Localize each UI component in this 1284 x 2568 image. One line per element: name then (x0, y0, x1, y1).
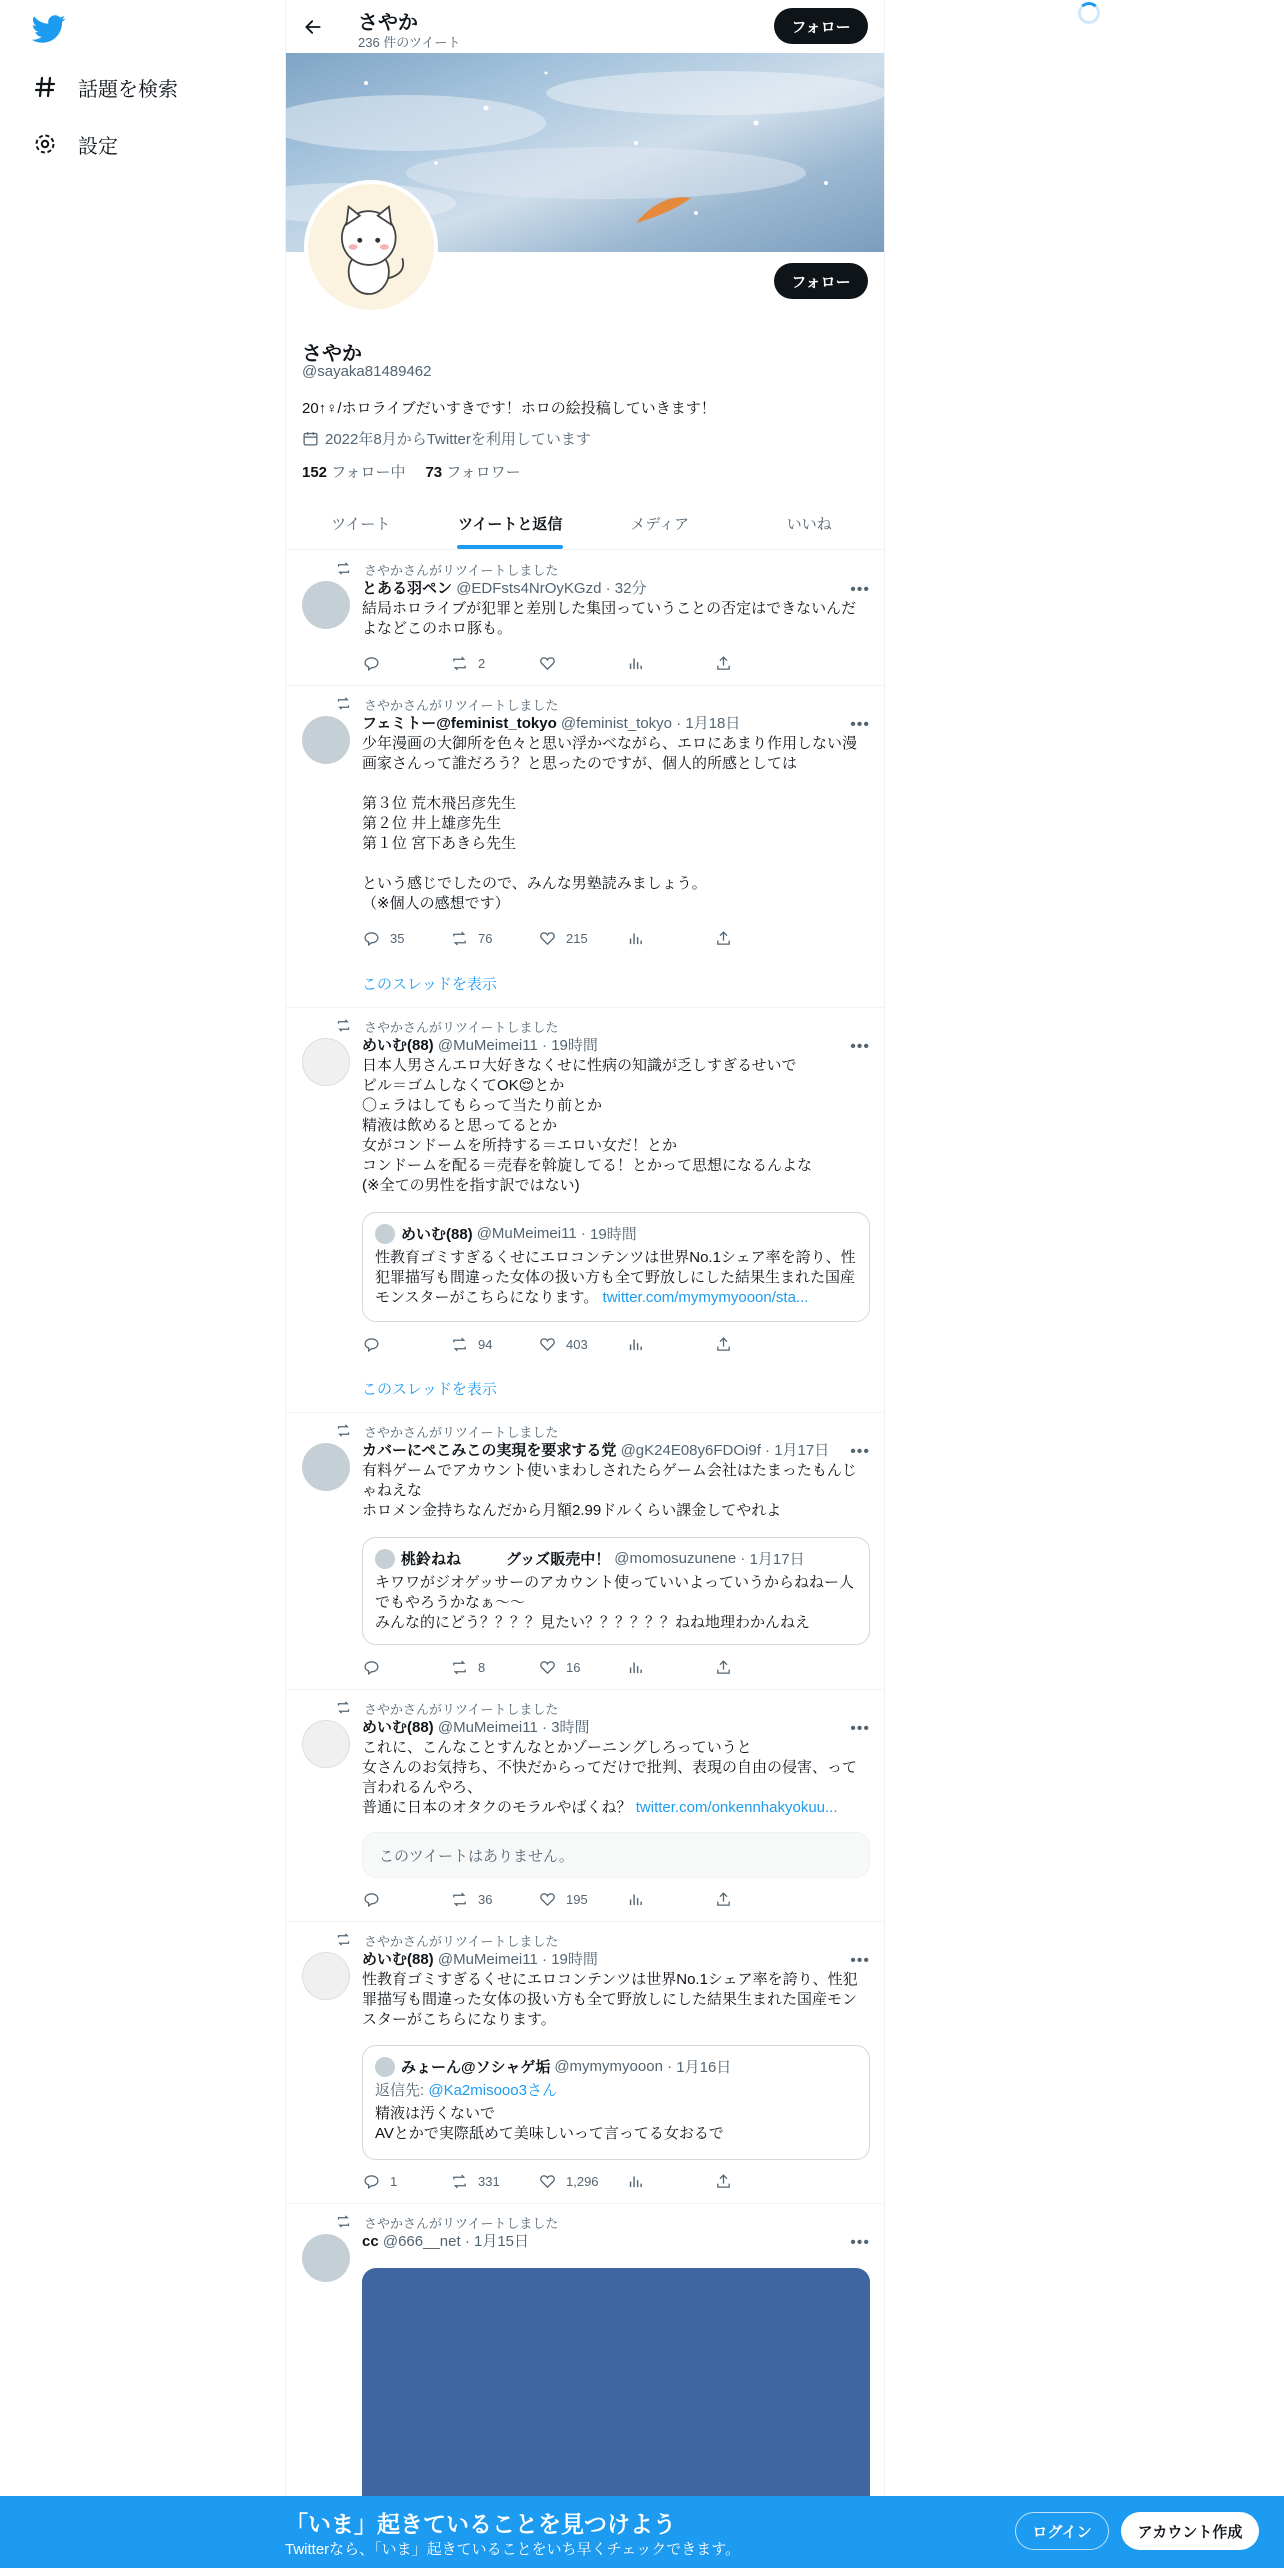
analytics-button[interactable] (626, 1890, 714, 1908)
retweet-count: 331 (478, 2173, 500, 2189)
retweet-button[interactable] (450, 654, 538, 672)
tweet-author-handle[interactable]: @MuMeimei11 (437, 1951, 538, 1968)
show-thread-link[interactable]: このスレッドを表示 (362, 1381, 497, 1398)
analytics-button[interactable] (626, 1658, 714, 1676)
retweet-context (336, 1931, 558, 1950)
quoted-tweet-header: 桃鈴ねね グッズ販売中！ @momosuzunene · 1月17日 (375, 1548, 857, 1569)
analytics-icon (626, 1658, 644, 1676)
profile-follow-button[interactable]: フォロー (774, 263, 868, 299)
header-tweet-count: 236 件のツイート (358, 35, 461, 50)
retweet-button[interactable] (450, 929, 538, 947)
retweet-icon (450, 1890, 468, 1908)
tweet[interactable] (286, 1690, 884, 1922)
profile-avatar[interactable] (304, 180, 438, 314)
profile-handle: @sayaka81489462 (302, 363, 432, 380)
tweet-header: とある羽ペン @EDFsts4NrOyKGzd · 32分 (362, 580, 647, 597)
quoted-author-name: めいむ(88) (401, 1226, 473, 1243)
tweet-link[interactable]: twitter.com/onkennhakyokuu... (635, 1799, 838, 1816)
tweet-actions (362, 1658, 802, 1676)
reply-count: 1 (390, 2173, 398, 2189)
following-count: 152 (302, 464, 328, 481)
avatar[interactable] (302, 2234, 350, 2282)
reply-button[interactable] (362, 929, 450, 947)
share-icon (714, 1658, 732, 1676)
profile-timeline (285, 0, 885, 2500)
analytics-icon (626, 1890, 644, 1908)
tab-likes[interactable]: いいね (786, 515, 832, 533)
retweet-icon (450, 2172, 468, 2190)
quoted-tweet[interactable] (362, 1212, 870, 1322)
tweet-text: 結局ホロライブが犯罪と差別した集団っていうことの否定はできないんだよなどこのホロ豚も。 (362, 600, 857, 637)
quoted-tweet-header: みょーん@ソシャゲ垢 @mymymyooon · 1月16日 (375, 2056, 857, 2077)
like-button[interactable] (538, 2172, 626, 2190)
loading-spinner-icon (1078, 2, 1100, 24)
tweet-time[interactable]: 1月18日 (685, 715, 741, 732)
retweet-context (336, 695, 558, 714)
back-arrow-icon[interactable] (298, 12, 328, 42)
quoted-author-name: 桃鈴ねね グッズ販売中！ (401, 1551, 611, 1568)
tweet-author-handle[interactable]: @feminist_tokyo (560, 715, 673, 732)
retweet-icon (336, 696, 352, 714)
tweet-actions (362, 654, 802, 672)
tweet-header: フェミトー@feminist_tokyo @feminist_tokyo · 1月18日 (362, 715, 741, 732)
reply-button[interactable] (362, 1890, 450, 1908)
avatar[interactable] (302, 1443, 350, 1491)
followers-link[interactable] (425, 461, 520, 482)
tweet-body (362, 1718, 870, 1818)
nav-explore[interactable] (32, 67, 178, 107)
avatar[interactable] (302, 1952, 350, 2000)
tweet-time[interactable]: 1月17日 (774, 1442, 830, 1459)
share-button[interactable] (714, 1658, 802, 1676)
signup-button[interactable]: アカウント作成 (1121, 2512, 1259, 2550)
gear-icon (32, 131, 58, 157)
tweet-body (362, 714, 870, 914)
analytics-icon (626, 1335, 644, 1353)
share-button[interactable] (714, 929, 802, 947)
retweet-context (336, 1017, 558, 1036)
tweet[interactable] (286, 1008, 884, 1413)
tweet-time[interactable]: 1月15日 (474, 2233, 530, 2250)
heart-icon (538, 1335, 556, 1353)
hashtag-icon (32, 74, 58, 100)
retweet-count: 76 (478, 930, 493, 946)
signup-banner-subtitle: Twitterなら、「いま」起きていることをいち早くチェックできます。 (285, 2541, 741, 2558)
reply-icon (362, 2172, 380, 2190)
share-icon (714, 2172, 732, 2190)
more-options-icon[interactable]: ••• (850, 1952, 870, 1969)
like-button[interactable] (538, 1335, 626, 1353)
retweet-count: 8 (478, 1659, 486, 1675)
tweet-actions (362, 1335, 802, 1353)
reply-count: 35 (390, 930, 405, 946)
tweet-author-handle[interactable]: @MuMeimei11 (437, 1037, 538, 1054)
quoted-text (375, 1248, 857, 1308)
nav-settings[interactable] (32, 124, 118, 164)
tweet-actions (362, 929, 802, 947)
quoted-time: 1月17日 (749, 1551, 805, 1568)
quoted-reply-handle[interactable]: @Ka2misooo3さん (428, 2082, 557, 2099)
tweet-author-name[interactable]: フェミトー@feminist_tokyo (362, 715, 557, 732)
quoted-avatar (375, 2057, 395, 2077)
profile-name: さやか (302, 343, 362, 365)
twitter-bird-icon[interactable] (32, 12, 66, 46)
followers-label: フォロワー (446, 464, 521, 481)
header-follow-button[interactable]: フォロー (774, 8, 868, 44)
retweet-context (336, 1699, 558, 1718)
quoted-text-body: 性教育ゴミすぎるくせにエロコンテンツは世界No.1シェア率を誇り、性犯罪描写も間違った女体の扱い方も全て野放しにした結果生まれた国産モンスターがこちらになります。 (375, 1249, 856, 1306)
tweet-body (362, 579, 870, 639)
retweet-count: 94 (478, 1336, 493, 1352)
nav-settings-label: 設定 (78, 135, 118, 158)
analytics-icon (626, 2172, 644, 2190)
analytics-button[interactable] (626, 2172, 714, 2190)
quoted-time: 19時間 (590, 1226, 637, 1243)
profile-bio: 20↑♀/ホロライブだいすきです！ホロの絵投稿していきます！ (302, 400, 716, 417)
quoted-text: キワワがジオゲッサーのアカウント使っていいよっていうからねねー人でもやろうかなぁ～～ みんな的にどう？？？？見たい？？？？？？ねね地理わかんねえ (375, 1574, 854, 1631)
retweet-context-label: さやかさんがリツイートしました (364, 698, 559, 713)
like-button[interactable] (538, 1658, 626, 1676)
retweet-context-label: さやかさんがリツイートしました (364, 1425, 559, 1440)
quoted-reply-to (375, 2079, 857, 2100)
profile-joined (302, 428, 591, 449)
tweet-author-name[interactable]: カバーにぺこみこの実現を要求する党 (362, 1442, 617, 1459)
avatar[interactable] (302, 1038, 350, 1086)
retweet-count: 2 (478, 655, 486, 671)
quoted-author-handle: @MuMeimei11 (476, 1225, 577, 1242)
reply-icon (362, 1890, 380, 1908)
retweet-count: 36 (478, 1891, 493, 1907)
tweet-author-handle[interactable]: @EDFsts4NrOyKGzd (456, 580, 602, 597)
retweet-button[interactable] (450, 1890, 538, 1908)
like-button[interactable] (538, 929, 626, 947)
reply-button[interactable] (362, 2172, 450, 2190)
retweet-button[interactable] (450, 1658, 538, 1676)
signup-banner (0, 2496, 1284, 2568)
like-count: 403 (566, 1336, 588, 1352)
quoted-time: 1月16日 (676, 2059, 732, 2076)
profile-tabs (286, 497, 884, 550)
tweet-header: めいむ(88) @MuMeimei11 · 19時間 (362, 1951, 598, 1968)
retweet-icon (450, 654, 468, 672)
more-options-icon[interactable]: ••• (850, 581, 870, 598)
tweet-time[interactable]: 19時間 (551, 1951, 598, 1968)
heart-icon (538, 654, 556, 672)
tweet[interactable] (286, 2204, 884, 2500)
more-options-icon[interactable]: ••• (850, 1038, 870, 1055)
quoted-tweet[interactable] (362, 2045, 870, 2160)
more-options-icon[interactable]: ••• (850, 716, 870, 733)
tweet-author-handle[interactable]: @MuMeimei11 (437, 1719, 538, 1736)
tweet-actions (362, 2172, 802, 2190)
retweet-icon (336, 1423, 352, 1441)
quoted-reply-prefix: 返信先: (375, 2082, 425, 2099)
show-thread-link[interactable]: このスレッドを表示 (362, 976, 497, 993)
quoted-avatar (375, 1224, 395, 1244)
share-icon (714, 654, 732, 672)
signup-banner-title: 「いま」起きていることを見つけよう (285, 2511, 676, 2537)
nav-explore-label: 話題を検索 (78, 78, 178, 101)
avatar[interactable] (302, 716, 350, 764)
more-options-icon[interactable]: ••• (850, 2234, 870, 2251)
analytics-button[interactable] (626, 654, 714, 672)
retweet-context (336, 1422, 558, 1441)
heart-icon (538, 1658, 556, 1676)
tweet-author-name[interactable]: めいむ(88) (362, 1037, 434, 1054)
tweet[interactable] (286, 551, 884, 686)
quoted-author-name: みょーん@ソシャゲ垢 (401, 2059, 551, 2076)
analytics-icon (626, 654, 644, 672)
quoted-tweet-header: めいむ(88) @MuMeimei11 · 19時間 (375, 1223, 857, 1244)
heart-icon (538, 1890, 556, 1908)
quoted-link[interactable]: twitter.com/mymymyooon/sta... (602, 1289, 809, 1306)
tweet-text: 日本人男さんエロ大好きなくせに性病の知識が乏しすぎるせいで ピル＝ゴムしなくてOK😌とか 〇ェラはしてもらって当たり前とか 精液は飲めると思ってるとか 女がコンドームを所持する＝エロい女だ！とか コンドームを配る＝売春を斡旋してる！とかって思想になるんよな (※全ての男性を指す訳ではない) (362, 1057, 813, 1194)
tweet-author-name[interactable]: cc (362, 2233, 379, 2250)
calendar-icon (302, 430, 319, 447)
tweet-header: カバーにぺこみこの実現を要求する党 @gK24E08y6FDOi9f · 1月17日 (362, 1442, 830, 1459)
tweet[interactable] (286, 1413, 884, 1690)
tweet-text: 有料ゲームでアカウント使いまわしされたらゲーム会社はたまったもんじゃねえな ホロメン金持ちなんだから月額2.99ドルくらい課金してやれよ (362, 1462, 857, 1519)
heart-icon (538, 2172, 556, 2190)
tweet-author-handle[interactable]: @666__net (382, 2233, 461, 2250)
login-button[interactable]: ログイン (1015, 2512, 1109, 2550)
quoted-tweet[interactable] (362, 1537, 870, 1645)
analytics-button[interactable] (626, 929, 714, 947)
retweet-button[interactable] (450, 1335, 538, 1353)
profile-header-bar (286, 0, 884, 53)
header-profile-name: さやか (358, 12, 418, 34)
tweet-text: 少年漫画の大御所を色々と思い浮かべながら、エロにあまり作用しない漫画家さんって誰だろう？と思ったのですが、個人的所感としては 第３位 荒木飛呂彦先生 第２位 井上雄彦先生 第１位 宮下あきら先生 という感じでしたので、みんな男塾読みましょう。 （※個人の感想です） (362, 735, 858, 912)
tweet-text-body: これに、こんなことすんなとかゾーニングしろっていうと 女さんのお気持ち、不快だからってだけで批判、表現の自由の侵害、って言われるんやろ、 普通に日本のオタクのモラルやばくね？ (362, 1739, 858, 1816)
reply-icon (362, 654, 380, 672)
like-button[interactable] (538, 654, 626, 672)
like-count: 16 (566, 1659, 581, 1675)
like-button[interactable] (538, 1890, 626, 1908)
retweet-icon (336, 1018, 352, 1036)
tab-tweets[interactable]: ツイート (331, 515, 391, 533)
tweet-author-handle[interactable]: @gK24E08y6FDOi9f (620, 1442, 761, 1459)
avatar[interactable] (302, 581, 350, 629)
tweet-author-name[interactable]: とある羽ペン (362, 580, 453, 597)
tweet-author-name[interactable]: めいむ(88) (362, 1951, 434, 1968)
analytics-button[interactable] (626, 1335, 714, 1353)
retweet-context-label: さやかさんがリツイートしました (364, 1702, 559, 1717)
share-button[interactable] (714, 1335, 802, 1353)
tweet-author-name[interactable]: めいむ(88) (362, 1719, 434, 1736)
like-count: 215 (566, 930, 588, 946)
tweet-header: cc @666__net · 1月15日 (362, 2233, 530, 2250)
tweet-time[interactable]: 3時間 (551, 1719, 590, 1736)
tweet-text: 性教育ゴミすぎるくせにエロコンテンツは世界No.1シェア率を誇り、性犯罪描写も間違った女体の扱い方も全て野放しにした結果生まれた国産モンスターがこちらになります。 (362, 1971, 858, 2028)
tweet[interactable] (286, 686, 884, 1008)
retweet-icon (336, 1932, 352, 1950)
retweet-context-label: さやかさんがリツイートしました (364, 563, 559, 578)
share-button[interactable] (714, 1890, 802, 1908)
followers-count: 73 (425, 464, 443, 481)
more-options-icon[interactable]: ••• (850, 1443, 870, 1460)
profile-joined-text: 2022年8月からTwitterを利用しています (325, 431, 591, 448)
unavailable-tweet-notice: このツイートはありません。 (362, 1832, 870, 1878)
quoted-text: 精液は汚くないで AVとかで実際舐めて美味しいって言ってる女おるで (375, 2105, 724, 2142)
reply-button[interactable] (362, 1335, 450, 1353)
share-icon (714, 1335, 732, 1353)
retweet-context (336, 2213, 558, 2232)
reply-icon (362, 929, 380, 947)
share-icon (714, 929, 732, 947)
retweet-context-label: さやかさんがリツイートしました (364, 1020, 559, 1035)
tweet[interactable] (286, 1922, 884, 2204)
more-options-icon[interactable]: ••• (850, 1720, 870, 1737)
share-button[interactable] (714, 2172, 802, 2190)
retweet-icon (336, 1700, 352, 1718)
reply-button[interactable] (362, 1658, 450, 1676)
tweet-header: めいむ(88) @MuMeimei11 · 19時間 (362, 1037, 598, 1054)
tweet-body (362, 2232, 870, 2252)
following-label: フォロー中 (331, 464, 406, 481)
avatar[interactable] (302, 1720, 350, 1768)
tweet-time[interactable]: 32分 (614, 580, 647, 597)
tab-tweets-and-replies[interactable]: ツイートと返信 (436, 497, 586, 549)
profile-stats (302, 461, 521, 482)
tweet-body (362, 1036, 870, 1196)
retweet-icon (450, 1658, 468, 1676)
tweet-body (362, 1441, 870, 1521)
retweet-context (336, 560, 558, 579)
retweet-context-label: さやかさんがリツイートしました (364, 2216, 559, 2231)
retweet-icon (336, 2214, 352, 2232)
like-count: 1,296 (566, 2173, 599, 2189)
following-link[interactable] (302, 461, 405, 482)
like-count: 195 (566, 1891, 588, 1907)
heart-icon (538, 929, 556, 947)
quoted-author-handle: @momosuzunene (614, 1550, 737, 1567)
tweet-media[interactable] (362, 2268, 870, 2528)
reply-icon (362, 1658, 380, 1676)
reply-button[interactable] (362, 654, 450, 672)
tweet-text (362, 1738, 870, 1818)
share-icon (714, 1890, 732, 1908)
analytics-icon (626, 929, 644, 947)
tweet-actions (362, 1890, 802, 1908)
reply-icon (362, 1335, 380, 1353)
quoted-avatar (375, 1549, 395, 1569)
retweet-icon (450, 1335, 468, 1353)
tab-media[interactable]: メディア (630, 515, 690, 533)
share-button[interactable] (714, 654, 802, 672)
retweet-button[interactable] (450, 2172, 538, 2190)
retweet-icon (450, 929, 468, 947)
tweet-time[interactable]: 19時間 (551, 1037, 598, 1054)
tweet-header: めいむ(88) @MuMeimei11 · 3時間 (362, 1719, 590, 1736)
retweet-context-label: さやかさんがリツイートしました (364, 1934, 559, 1949)
tweet-body (362, 1950, 870, 2030)
quoted-author-handle: @mymymyooon (554, 2058, 663, 2075)
retweet-icon (336, 561, 352, 579)
